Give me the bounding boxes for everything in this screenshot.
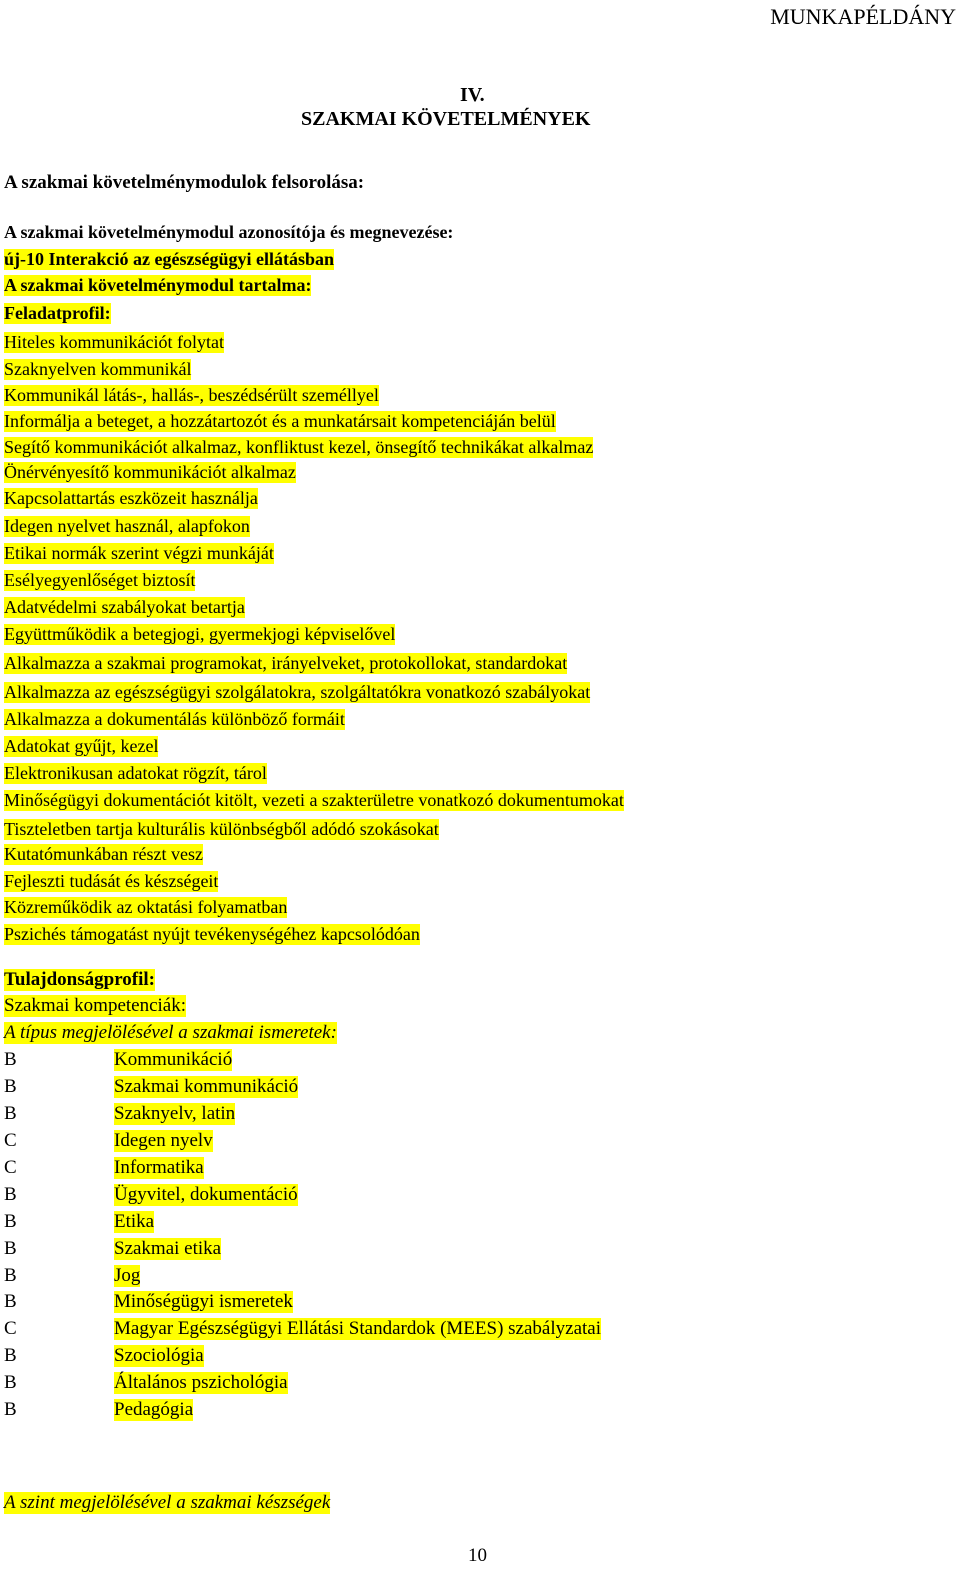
task-item: Elektronikusan adatokat rögzít, tárol [4, 763, 267, 783]
task-item: Közreműködik az oktatási folyamatban [4, 897, 288, 917]
task-item: Alkalmazza a dokumentálás különböző formáit [4, 709, 345, 729]
knowledge-subject: Magyar Egészségügyi Ellátási Standardok (MEES) szabályzatai [114, 1318, 601, 1339]
section-title: SZAKMAI KÖVETELMÉNYEK [301, 108, 591, 130]
task-item: Szaknyelven kommunikál [4, 359, 192, 379]
knowledge-grade: C [4, 1318, 17, 1339]
knowledge-subject: Ügyvitel, dokumentáció [114, 1184, 298, 1205]
knowledge-grade: B [4, 1265, 17, 1286]
task-item: Minőségügyi dokumentációt kitölt, vezeti a szakterületre vonatkozó dokumentumokat [4, 790, 624, 810]
knowledge-subject: Szaknyelv, latin [114, 1103, 236, 1124]
knowledge-subject: Pedagógia [114, 1399, 194, 1420]
knowledge-grade: B [4, 1184, 17, 1205]
task-item: Alkalmazza az egészségügyi szolgálatokra, szolgáltatókra vonatkozó szabályokat [4, 682, 591, 702]
knowledge-grade: B [4, 1372, 17, 1393]
knowledge-grade: C [4, 1157, 17, 1178]
knowledge-grade: B [4, 1345, 17, 1366]
module-id-value: új-10 Interakció az egészségügyi ellátásban [4, 249, 334, 269]
task-item: Kutatómunkában részt vesz [4, 844, 203, 864]
task-item: Informálja a beteget, a hozzátartozót és a munkatársait kompetenciáján belül [4, 411, 556, 431]
task-item: Adatvédelmi szabályokat betartja [4, 597, 245, 617]
task-item: Esélyegyenlőséget biztosít [4, 570, 196, 590]
knowledge-grade: C [4, 1130, 17, 1151]
knowledge-label: A típus megjelölésével a szakmai ismeretek: [4, 1022, 337, 1043]
knowledge-subject: Informatika [114, 1157, 204, 1178]
knowledge-subject: Kommunikáció [114, 1049, 233, 1070]
task-item: Együttműködik a betegjogi, gyermekjogi képviselővel [4, 624, 396, 644]
task-item: Adatokat gyűjt, kezel [4, 736, 159, 756]
modules-list-heading: A szakmai követelménymodulok felsorolása: [4, 172, 365, 193]
task-item: Önérvényesítő kommunikációt alkalmaz [4, 462, 296, 482]
task-item: Tiszteletben tartja kulturális különbségből adódó szokásokat [4, 819, 439, 839]
knowledge-subject: Minőségügyi ismeretek [114, 1291, 293, 1312]
knowledge-grade: B [4, 1211, 17, 1232]
task-item: Fejleszti tudását és készségeit [4, 871, 219, 891]
knowledge-subject: Általános pszichológia [114, 1372, 288, 1393]
module-id-label: A szakmai követelménymodul azonosítója és megnevezése: [4, 222, 454, 242]
task-profile-label: Feladatprofil: [4, 303, 111, 323]
skills-label: A szint megjelölésével a szakmai készségek [4, 1492, 331, 1513]
task-item: Pszichés támogatást nyújt tevékenységéhez kapcsolódóan [4, 924, 420, 944]
knowledge-subject: Szakmai etika [114, 1238, 222, 1259]
task-item: Hiteles kommunikációt folytat [4, 332, 224, 352]
knowledge-grade: B [4, 1238, 17, 1259]
knowledge-subject: Idegen nyelv [114, 1130, 213, 1151]
property-profile-label: Tulajdonságprofil: [4, 969, 155, 990]
task-item: Kommunikál látás-, hallás-, beszédsérült személlyel [4, 385, 379, 405]
page-number: 10 [468, 1545, 487, 1566]
knowledge-subject: Szakmai kommunikáció [114, 1076, 299, 1097]
competencies-label: Szakmai kompetenciák: [4, 995, 187, 1016]
knowledge-grade: B [4, 1399, 17, 1420]
task-item: Etikai normák szerint végzi munkáját [4, 543, 274, 563]
knowledge-grade: B [4, 1103, 17, 1124]
task-item: Alkalmazza a szakmai programokat, irányelveket, protokollokat, standardokat [4, 653, 568, 673]
workcopy-stamp: MUNKAPÉLDÁNY [770, 4, 956, 29]
task-item: Idegen nyelvet használ, alapfokon [4, 516, 250, 536]
knowledge-grade: B [4, 1049, 17, 1070]
section-number: IV. [460, 84, 485, 106]
task-item: Kapcsolattartás eszközeit használja [4, 488, 258, 508]
module-content-label: A szakmai követelménymodul tartalma: [4, 275, 312, 295]
task-item: Segítő kommunikációt alkalmaz, konfliktust kezel, önsegítő technikákat alkalmaz [4, 437, 594, 457]
knowledge-subject: Szociológia [114, 1345, 204, 1366]
knowledge-subject: Etika [114, 1211, 155, 1232]
knowledge-subject: Jog [114, 1265, 141, 1286]
knowledge-grade: B [4, 1076, 17, 1097]
knowledge-grade: B [4, 1291, 17, 1312]
